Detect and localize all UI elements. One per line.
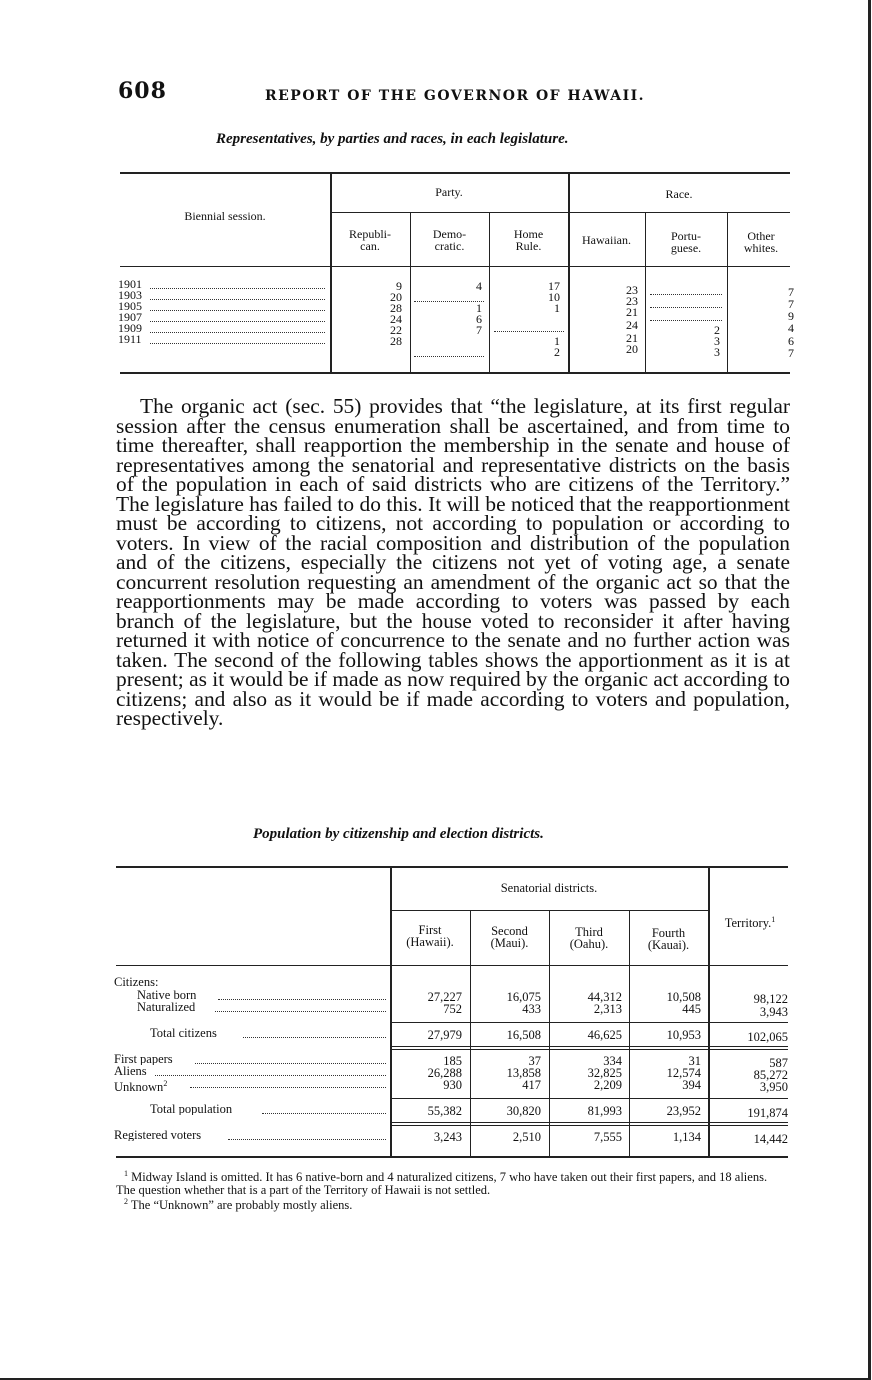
t1-cell: 24 bbox=[626, 318, 638, 332]
t2-cell: 23,952 bbox=[666, 1104, 701, 1118]
t1-cell: 20 bbox=[390, 290, 402, 304]
t2-cell: 445 bbox=[682, 1002, 701, 1016]
footnote-2: $^2$ The “Unknown” are probably mostly aliens. bbox=[124, 1197, 353, 1213]
row-label-registered-voters: Registered voters bbox=[114, 1130, 202, 1141]
footnotes bbox=[116, 1168, 788, 1212]
t1-cell: 4 bbox=[788, 321, 794, 335]
row-label-total-population: Total population bbox=[150, 1104, 233, 1115]
t1-cell: 23 bbox=[626, 283, 638, 297]
t2-cell: 98,122 bbox=[753, 992, 788, 1006]
t2-cell: 12,574 bbox=[666, 1066, 701, 1080]
t1-cell: 6 bbox=[788, 334, 794, 348]
row-label-unknown: Unknown$^2$ bbox=[114, 1079, 168, 1094]
t1-cell: 1 bbox=[554, 301, 560, 315]
t1-cell: 22 bbox=[390, 323, 402, 337]
t1-cell: 1 bbox=[554, 334, 560, 348]
t2-cell: 30,820 bbox=[506, 1104, 541, 1118]
row-label-1911: 1911 bbox=[118, 334, 142, 345]
col-header-home-rule: Home Rule. bbox=[513, 227, 544, 253]
t2-cell: 334 bbox=[603, 1054, 622, 1068]
t2-cell: 46,625 bbox=[587, 1028, 622, 1042]
col-header-portuguese: Portu- guese. bbox=[670, 229, 702, 255]
row-label-1903: 1903 bbox=[118, 290, 142, 301]
t1-cell: 4 bbox=[476, 279, 482, 293]
col-header-second-maui: Second (Maui). bbox=[490, 924, 529, 950]
t2-cell: 433 bbox=[522, 1002, 541, 1016]
t1-cell: 9 bbox=[396, 279, 402, 293]
t1-cell: 17 bbox=[548, 279, 560, 293]
t2-cell: 16,075 bbox=[506, 990, 541, 1004]
table1-group-race: Race. bbox=[665, 187, 693, 201]
t1-cell: 1 bbox=[476, 301, 482, 315]
table1-stub-header: Biennial session. bbox=[184, 209, 266, 223]
t2-cell: 587 bbox=[769, 1056, 788, 1070]
col-header-first-hawaii: First (Hawaii). bbox=[406, 923, 454, 949]
t2-cell: 13,858 bbox=[506, 1066, 541, 1080]
table2-title: Population by citizenship and election districts. bbox=[253, 826, 544, 842]
t2-cell: 2,510 bbox=[512, 1130, 541, 1144]
t1-cell: 7 bbox=[476, 323, 482, 337]
row-label-total-citizens: Total citizens bbox=[150, 1028, 217, 1039]
col-header-hawaiian: Hawaiian. bbox=[582, 233, 631, 247]
t1-cell: 7 bbox=[788, 346, 794, 360]
t1-cell: 28 bbox=[390, 301, 402, 315]
t1-cell: 24 bbox=[390, 312, 402, 326]
row-label-native-born: Native born bbox=[137, 990, 197, 1001]
t2-cell: 417 bbox=[522, 1078, 541, 1092]
t2-cell: 10,508 bbox=[666, 990, 701, 1004]
col-header-other-whites: Other whites. bbox=[743, 229, 779, 255]
t2-cell: 185 bbox=[443, 1054, 462, 1068]
citizens-heading: Citizens: bbox=[114, 977, 159, 988]
row-label-1905: 1905 bbox=[118, 301, 142, 312]
col-header-democratic: Demo- cratic. bbox=[432, 227, 467, 253]
t1-cell: 6 bbox=[476, 312, 482, 326]
t2-cell: 394 bbox=[682, 1078, 701, 1092]
t2-cell: 16,508 bbox=[506, 1028, 541, 1042]
row-label-1907: 1907 bbox=[118, 312, 142, 323]
t2-cell: 32,825 bbox=[587, 1066, 622, 1080]
t2-cell: 7,555 bbox=[593, 1130, 622, 1144]
row-label-1901: 1901 bbox=[118, 279, 142, 290]
t2-cell: 31 bbox=[688, 1054, 701, 1068]
t2-cell: 930 bbox=[443, 1078, 462, 1092]
table1-group-party: Party. bbox=[435, 185, 463, 199]
table1-title: Representatives, by parties and races, in each legislature. bbox=[216, 131, 569, 147]
col-header-territory: Territory.$^1$ bbox=[724, 915, 776, 931]
row-label-1909: 1909 bbox=[118, 323, 142, 334]
t2-cell: 102,065 bbox=[747, 1030, 788, 1044]
t2-cell: 1,134 bbox=[672, 1130, 701, 1144]
t1-cell: 23 bbox=[626, 294, 638, 308]
running-head: REPORT OF THE GOVERNOR OF HAWAII. bbox=[265, 88, 646, 104]
t2-cell: 81,993 bbox=[587, 1104, 622, 1118]
t1-cell: 21 bbox=[626, 305, 638, 319]
t2-cell: 3,950 bbox=[759, 1080, 788, 1094]
t2-cell: 2,313 bbox=[593, 1002, 622, 1016]
footnote-1: $^1$ Midway Island is omitted. It has 6 native-born and 4 naturalized citizens, 7 who have taken out their first papers, and 18 aliens. The question whether that is a part of the Territory of Hawaii is not settled. bbox=[116, 1169, 768, 1197]
t2-cell: 26,288 bbox=[427, 1066, 462, 1080]
t1-cell: 3 bbox=[714, 334, 720, 348]
t2-cell: 44,312 bbox=[587, 990, 622, 1004]
t1-cell: 28 bbox=[390, 334, 402, 348]
table2-group-senatorial: Senatorial districts. bbox=[500, 881, 598, 895]
col-header-republican: Republi- can. bbox=[349, 227, 391, 253]
t1-cell: 10 bbox=[548, 290, 560, 304]
t1-cell: 21 bbox=[626, 331, 638, 345]
t2-cell: 85,272 bbox=[753, 1068, 788, 1082]
row-label-aliens: Aliens bbox=[114, 1066, 147, 1077]
t1-cell: 7 bbox=[788, 297, 794, 311]
row-label-naturalized: Naturalized bbox=[137, 1002, 196, 1013]
t2-cell: 2,209 bbox=[593, 1078, 622, 1092]
t1-cell: 9 bbox=[788, 309, 794, 323]
t2-cell: 27,979 bbox=[427, 1028, 462, 1042]
t2-cell: 191,874 bbox=[747, 1106, 788, 1120]
t2-cell: 55,382 bbox=[427, 1104, 462, 1118]
row-label-first-papers: First papers bbox=[114, 1054, 173, 1065]
t1-cell: 2 bbox=[714, 323, 720, 337]
t2-cell: 37 bbox=[528, 1054, 541, 1068]
t2-cell: 27,227 bbox=[427, 990, 462, 1004]
t1-cell: 7 bbox=[788, 285, 794, 299]
t2-cell: 3,943 bbox=[759, 1005, 788, 1019]
col-header-third-oahu: Third (Oahu). bbox=[569, 925, 609, 951]
t1-cell: 20 bbox=[626, 342, 638, 356]
t2-cell: 14,442 bbox=[753, 1132, 788, 1146]
t2-cell: 3,243 bbox=[433, 1130, 462, 1144]
t2-cell: 10,953 bbox=[666, 1028, 701, 1042]
t1-cell: 3 bbox=[714, 345, 720, 359]
page-number: 608 bbox=[118, 78, 167, 104]
t2-cell: 752 bbox=[443, 1002, 462, 1016]
t1-cell: 2 bbox=[554, 345, 560, 359]
body-paragraph: The organic act (sec. 55) provides that “the legislature, at its first regular session after the census enumeration shall be ascertained, and from time to time thereafter, shall reapportion the membership in the senate and house of representatives among the senatorial and representative districts on the basis of the population in each of said districts who are citizens of the Territory.” The legislature has failed to do this. It will be noticed that the reapportionment must be according to citizens, not according to population or according to voters. In view of the racial composition and distribution of the population and of the citizens, especially the citizens not yet of voting age, a senate concurrent resolution requesting an amendment of the organic act so that the reapportionments may be made according to voters was passed by each branch of the legislature, but the house voted to reconsider it after having returned it with notice of concurrence to the senate and no further action was taken. The second of the following tables shows the apportionment as it is at present; as it would be if made as now required by the organic act according to citizens; and also as it would be if made according to voters and population, respectively. bbox=[116, 394, 790, 730]
col-header-fourth-kauai: Fourth (Kauai). bbox=[647, 926, 690, 952]
